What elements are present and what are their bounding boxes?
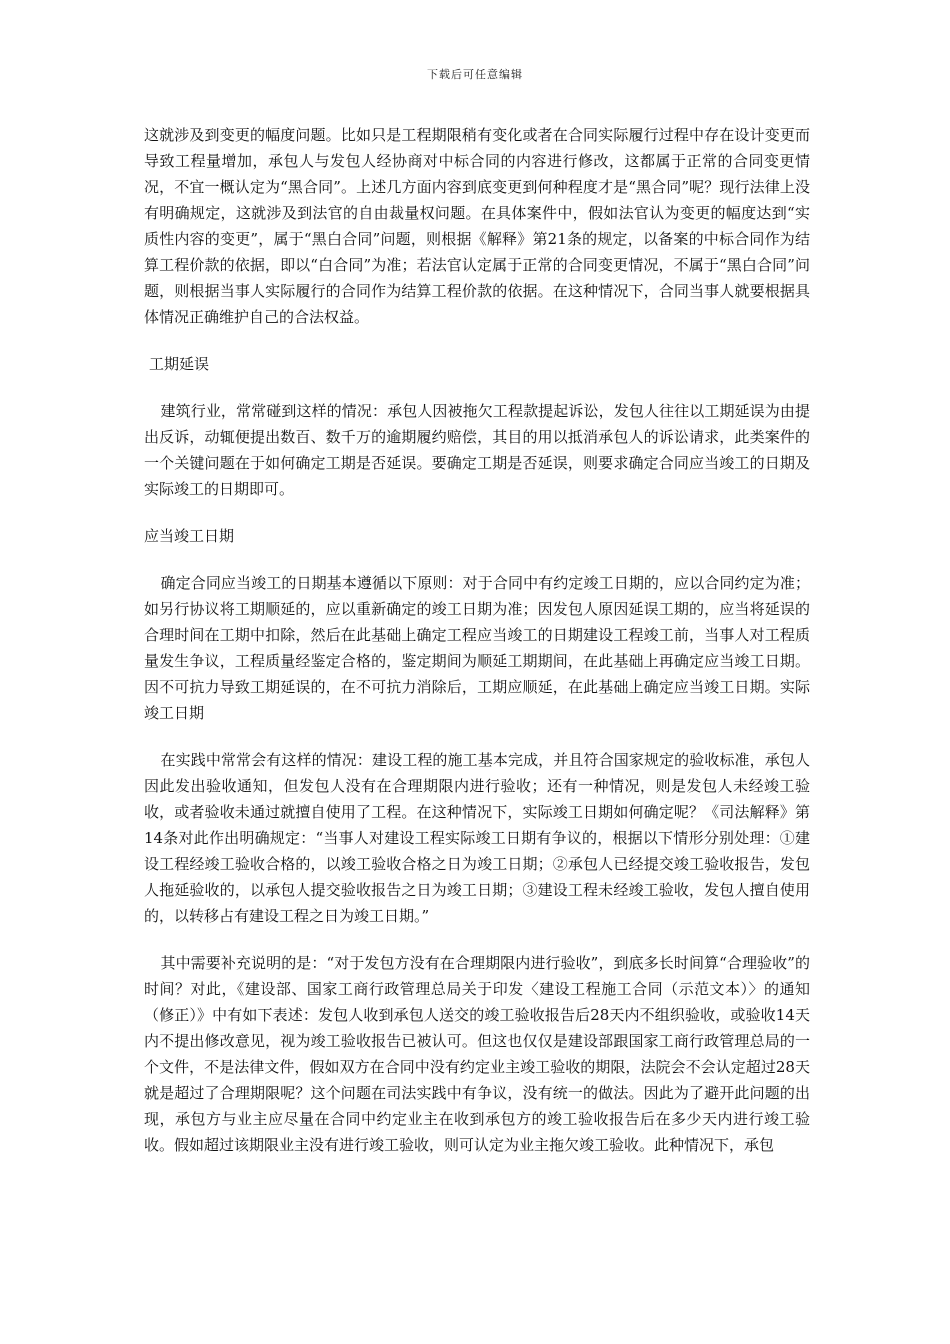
document-body <box>144 122 810 1179</box>
section-heading-delay: 工期延误 <box>149 355 210 373</box>
page-header: 下载后可任意编辑 <box>427 68 523 81</box>
paragraph-actual-completion: 在实践中常常会有这样的情况：建设工程的施工基本完成，并且符合国家规定的验收标准，承包人因此发出验收通知，但发包人没有在合理期限内进行验收；还有一种情况，则是发包人未经竣工验收，或者验收未通过就擅自使用了工程。在这种情况下，实际竣工日期如何确定呢？《司法解释》第14条对此作出明确规定：“当事人对建设工程实际竣工日期有争议的，根据以下情形分别处理：①建设工程经竣工验收合格的，以竣工验收合格之日为竣工日期；②承包人已经提交竣工验收报告，发包人拖延验收的，以承包人提交验收报告之日为竣工日期；③建设工程未经竣工验收，发包人擅自使用的，以转移占有建设工程之日为竣工日期。” <box>144 751 810 925</box>
section-heading-due-date: 应当竣工日期 <box>144 527 235 545</box>
paragraph-delay-intro: 建筑行业，常常碰到这样的情况：承包人因被拖欠工程款提起诉讼，发包人往往以工期延误为由提出反诉，动辄便提出数百、数千万的逾期履约赔偿，其目的用以抵消承包人的诉讼请求，此类案件的一个关键问题在于如何确定工期是否延误。要确定工期是否延误，则要求确定合同应当竣工的日期及实际竣工的日期即可。 <box>144 402 810 498</box>
paragraph-due-date-rules: 确定合同应当竣工的日期基本遵循以下原则：对于合同中有约定竣工日期的，应以合同约定为准；如另行协议将工期顺延的，应以重新确定的竣工日期为准；因发包人原因延误工期的，应当将延误的合理时间在工期中扣除，然后在此基础上确定工程应当竣工的日期建设工程竣工前，当事人对工程质量发生争议，工程质量经鉴定合格的，鉴定期间为顺延工期期间，在此基础上再确定应当竣工日期。因不可抗力导致工期延误的，在不可抗力消除后，工期应顺延，在此基础上确定应当竣工日期。实际竣工日期 <box>144 574 810 722</box>
paragraph-contract-change: 这就涉及到变更的幅度问题。比如只是工程期限稍有变化或者在合同实际履行过程中存在设计变更而导致工程量增加，承包人与发包人经协商对中标合同的内容进行修改，这都属于正常的合同变更情况，不宜一概认定为“黑合同”。上述几方面内容到底变更到何种程度才是“黑合同”呢？现行法律上没有明确规定，这就涉及到法官的自由裁量权问题。在具体案件中，假如法官认为变更的幅度达到“实质性内容的变更”，属于“黑白合同”问题，则根据《解释》第21条的规定，以备案的中标合同作为结算工程价款的依据，即以“白合同”为准；若法官认定属于正常的合同变更情况，不属于“黑白合同”问题，则根据当事人实际履行的合同作为结算工程价款的依据。在这种情况下，合同当事人就要根据具体情况正确维护自己的合法权益。 <box>144 126 810 326</box>
paragraph-acceptance-period: 其中需要补充说明的是：“对于发包方没有在合理期限内进行验收”，到底多长时间算“合理验收”的时间？对此，《建设部、国家工商行政管理总局关于印发〈建设工程施工合同（示范文本）〉的通知（修正）》中有如下表述：发包人收到承包人送交的竣工验收报告后28天内不组织验收，或验收14天内不提出修改意见，视为竣工验收报告已被认可。但这也仅仅是建设部跟国家工商行政管理总局的一个文件，不是法律文件，假如双方在合同中没有约定业主竣工验收的期限，法院会不会认定超过28天就是超过了合理期限呢？这个问题在司法实践中有争议，没有统一的做法。因此为了避开此问题的出现，承包方与业主应尽量在合同中约定业主在收到承包方的竣工验收报告后在多少天内进行竣工验收。假如超过该期限业主没有进行竣工验收，则可认定为业主拖欠竣工验收。此种情况下，承包 <box>144 954 810 1154</box>
